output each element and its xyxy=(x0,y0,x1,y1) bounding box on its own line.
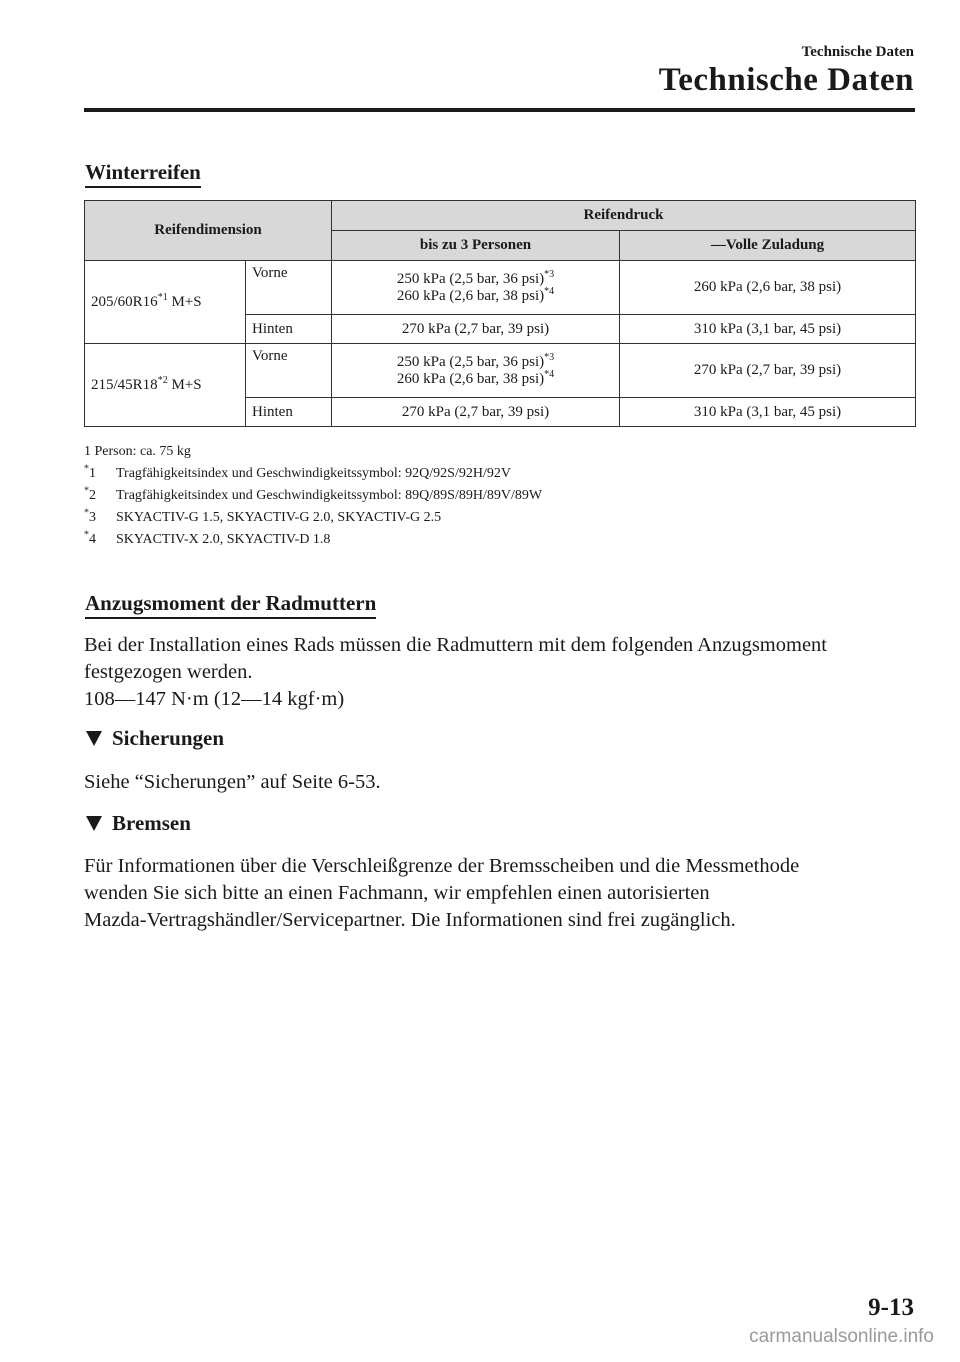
pressure-rear-full: 310 kPa (3,1 bar, 45 psi) xyxy=(620,315,916,344)
brakes-paragraph xyxy=(84,853,919,934)
pressure-value: 260 kPa (2,6 bar, 38 psi) xyxy=(396,287,545,304)
footnote-ref: *4 xyxy=(544,285,555,297)
triangle-bullet-icon xyxy=(86,816,102,831)
torque-line: festgezogen werden. xyxy=(84,661,253,683)
footnote-key: 4 xyxy=(89,532,96,547)
pressure-front-up3 xyxy=(332,344,620,398)
brakes-line: Für Informationen über die Verschleißgrenze der Bremsscheiben und die Messmethode xyxy=(84,855,800,877)
note-person: 1 Person: ca. 75 kg xyxy=(84,444,191,459)
footnote-ref: *4 xyxy=(544,368,555,380)
pressure-value: 260 kPa (2,6 bar, 38 psi) xyxy=(396,370,545,387)
torque-line: Bei der Installation eines Rads müssen die Radmuttern mit dem folgenden Anzugsmoment xyxy=(84,634,827,656)
pressure-front-up3 xyxy=(332,261,620,315)
brakes-line: Mazda-Vertragshändler/Servicepartner. Die Informationen sind frei zugänglich. xyxy=(84,909,736,931)
footnote-text: SKYACTIV-X 2.0, SKYACTIV-D 1.8 xyxy=(116,532,331,547)
tire-suffix: M+S xyxy=(167,293,202,310)
pressure-value: 250 kPa (2,5 bar, 36 psi) xyxy=(396,270,545,287)
pressure-value: 250 kPa (2,5 bar, 36 psi) xyxy=(396,353,545,370)
brakes-heading xyxy=(86,811,191,836)
table-row xyxy=(85,261,916,315)
pressure-front-full: 270 kPa (2,7 bar, 39 psi) xyxy=(620,344,916,398)
position-front: Vorne xyxy=(246,261,332,315)
footnote-1 xyxy=(84,463,542,485)
brakes-line: wenden Sie sich bitte an einen Fachmann, wir empfehlen einen autorisierten xyxy=(84,882,710,904)
footnote-4 xyxy=(84,529,542,551)
header-tire-dimension: Reifendimension xyxy=(85,201,332,261)
pressure-front-full: 260 kPa (2,6 bar, 38 psi) xyxy=(620,261,916,315)
header-section: Technische Daten xyxy=(801,44,914,60)
footnote-ref: *3 xyxy=(544,351,555,363)
header-full-load: ―Volle Zuladung xyxy=(620,231,916,261)
tire-dimension: 215/45R18 xyxy=(91,376,158,393)
pressure-rear-up3: 270 kPa (2,7 bar, 39 psi) xyxy=(332,398,620,427)
footnote-ref: *3 xyxy=(544,268,555,280)
header-up-to-3-persons: bis zu 3 Personen xyxy=(332,231,620,261)
table-header-row xyxy=(85,201,916,231)
footnote-2 xyxy=(84,485,542,507)
tire-suffix: M+S xyxy=(167,376,202,393)
footnote-star: * xyxy=(84,529,89,541)
tire-dimension: 205/60R16 xyxy=(91,293,158,310)
header-divider xyxy=(84,108,915,112)
footnotes xyxy=(84,441,542,551)
footnote-key: 2 xyxy=(89,488,96,503)
position-front: Vorne xyxy=(246,344,332,398)
footnote-ref: *2 xyxy=(157,374,168,386)
winter-tires-title: Winterreifen xyxy=(85,160,201,188)
fuses-heading xyxy=(86,726,224,751)
table-row xyxy=(85,344,916,398)
footnote-key: 1 xyxy=(89,466,96,481)
pressure-rear-up3: 270 kPa (2,7 bar, 39 psi) xyxy=(332,315,620,344)
footnote-text: Tragfähigkeitsindex und Geschwindigkeitssymbol: 89Q/89S/89H/89V/89W xyxy=(116,488,543,503)
footnote-3 xyxy=(84,507,542,529)
footnote-ref: *1 xyxy=(157,291,168,303)
position-rear: Hinten xyxy=(246,398,332,427)
tire-pressure-table xyxy=(84,200,916,427)
footnote-text: SKYACTIV-G 1.5, SKYACTIV-G 2.0, SKYACTIV-G 2.5 xyxy=(116,510,442,525)
footnote-star: * xyxy=(84,507,89,519)
footnote-star: * xyxy=(84,463,89,475)
footnote-text: Tragfähigkeitsindex und Geschwindigkeitssymbol: 92Q/92S/92H/92V xyxy=(116,466,511,481)
torque-paragraph xyxy=(84,632,919,713)
position-rear: Hinten xyxy=(246,315,332,344)
footnote-key: 3 xyxy=(89,510,96,525)
fuses-title: Sicherungen xyxy=(112,726,225,750)
tire-dimension-cell xyxy=(85,344,246,427)
footnote-star: * xyxy=(84,485,89,497)
brakes-title: Bremsen xyxy=(112,811,191,835)
triangle-bullet-icon xyxy=(86,731,102,746)
fuses-text: Siehe “Sicherungen” auf Seite 6-53. xyxy=(84,771,381,793)
header-tire-pressure: Reifendruck xyxy=(332,201,916,231)
page-number: 9-13 xyxy=(868,1294,914,1321)
watermark: carmanualsonline.info xyxy=(749,1326,934,1347)
tire-dimension-cell xyxy=(85,261,246,344)
torque-value: 108―147 N·m (12―14 kgf·m) xyxy=(84,688,345,710)
page-title: Technische Daten xyxy=(658,62,914,98)
pressure-rear-full: 310 kPa (3,1 bar, 45 psi) xyxy=(620,398,916,427)
torque-title: Anzugsmoment der Radmuttern xyxy=(85,591,376,619)
